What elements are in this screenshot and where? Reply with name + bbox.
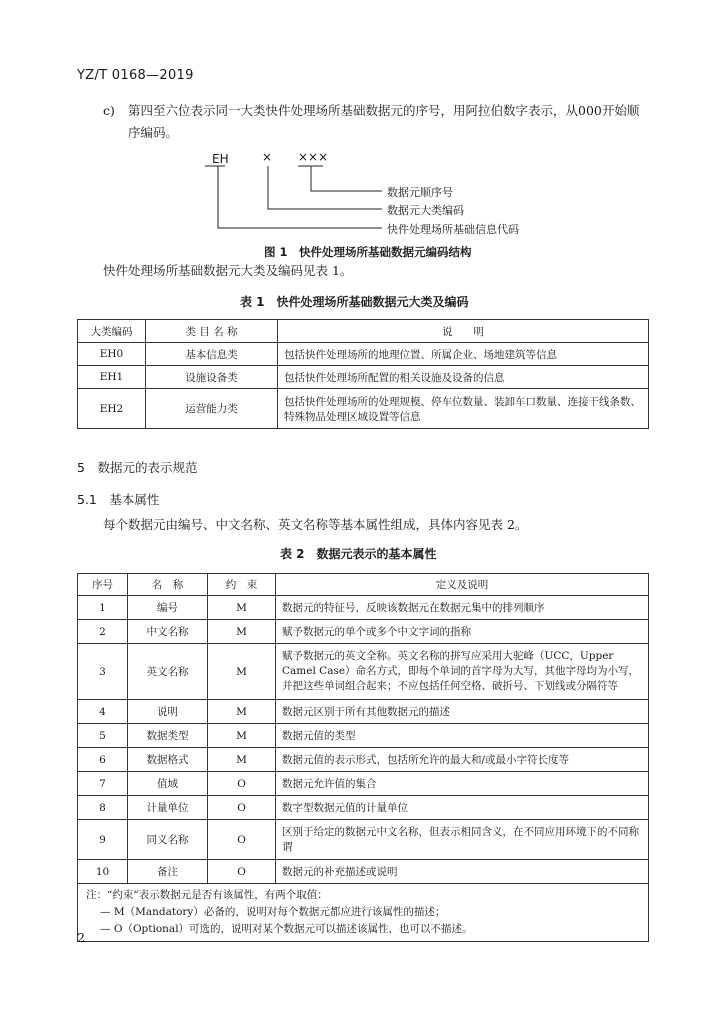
list-item-continuation: 序编码。: [128, 125, 179, 140]
table2-cell: M: [208, 644, 276, 700]
table2-cell: 数据类型: [128, 724, 208, 748]
table2-cell: 数据格式: [128, 748, 208, 772]
table2: [77, 573, 649, 942]
section-heading-5-1: 5.1 基本属性: [77, 492, 160, 507]
code-part-eh: EH: [212, 152, 229, 166]
table1-cell: 包括快件处理场所配置的相关设施及设备的信息: [278, 366, 649, 389]
table1-caption: 表 1 快件处理场所基础数据元大类及编码: [240, 295, 469, 309]
table-note-line: 注：“约束”表示数据元是否有该属性，有两个取值：: [86, 889, 328, 901]
section-5-1-paragraph: 每个数据元由编号、中文名称、英文名称等基本属性组成，具体内容见表 2。: [103, 517, 528, 532]
table1-cell: 运营能力类: [146, 389, 278, 429]
table2-cell: 8: [78, 796, 128, 820]
table2-cell: 数据元值的表示形式，包括所允许的最大和/或最小字符长度等: [276, 748, 649, 772]
table-row: [78, 724, 649, 748]
table2-cell: 备注: [128, 860, 208, 884]
table1-cell: 基本信息类: [146, 343, 278, 366]
table2-cell: O: [208, 796, 276, 820]
table2-cell: 中文名称: [128, 620, 208, 644]
table1-cell: EH2: [78, 389, 146, 429]
table2-header-name: 名 称: [128, 574, 208, 596]
table2-cell: 7: [78, 772, 128, 796]
table2-cell: 计量单位: [128, 796, 208, 820]
table1-cell: EH0: [78, 343, 146, 366]
table2-cell: O: [208, 860, 276, 884]
table2-cell: M: [208, 620, 276, 644]
table1-cell: 包括快件处理场所的地理位置、所属企业、场地建筑等信息: [278, 343, 649, 366]
table-row: [78, 389, 649, 429]
code-part-category: ×: [262, 150, 273, 164]
code-part-sequence: ×××: [298, 150, 329, 164]
diagram-label-category: 数据元大类编码: [387, 204, 464, 217]
table2-cell: 2: [78, 620, 128, 644]
table2-cell: 编号: [128, 596, 208, 620]
table-row: [78, 596, 649, 620]
list-marker: c): [103, 103, 115, 118]
table-row: [78, 620, 649, 644]
table-row: [78, 343, 649, 366]
table2-cell: 区别于给定的数据元中文名称，但表示相同含义，在不同应用环境下的不同称谓: [276, 820, 649, 860]
table-note-row: [78, 884, 649, 942]
table2-cell: 赋予数据元的单个或多个中文字词的指称: [276, 620, 649, 644]
table2-cell: 10: [78, 860, 128, 884]
table2-cell: 9: [78, 820, 128, 860]
diagram-label-site-code: 快件处理场所基础信息代码: [387, 223, 519, 236]
document-code: YZ/T 0168—2019: [77, 68, 194, 83]
table1-header-desc: 说 明: [278, 320, 649, 343]
list-item-text: 第四至六位表示同一大类快件处理场所基础数据元的序号，用阿拉伯数字表示，从000开始顺: [128, 103, 640, 118]
table-row: [78, 366, 649, 389]
table2-cell: 数据元值的类型: [276, 724, 649, 748]
table2-cell: 数字型数据元值的计量单位: [276, 796, 649, 820]
table1-cell: 包括快件处理场所的处理规模、停车位数量、装卸车口数量、连接干线条数、特殊物品处理区域设置等信息: [278, 389, 649, 429]
table2-cell: 英文名称: [128, 644, 208, 700]
section-heading-5: 5 数据元的表示规范: [77, 460, 198, 475]
table2-cell: M: [208, 596, 276, 620]
table1-header-name: 类 目 名 称: [146, 320, 278, 343]
table2-cell: 5: [78, 724, 128, 748]
table-row: [78, 700, 649, 724]
table2-cell: O: [208, 772, 276, 796]
table2-cell: 值域: [128, 772, 208, 796]
table1-reference: 快件处理场所基础数据元大类及编码见表 1。: [103, 263, 353, 278]
table2-cell: 1: [78, 596, 128, 620]
code-structure-diagram: [0, 0, 724, 260]
table-row: [78, 644, 649, 700]
table2-cell: M: [208, 700, 276, 724]
table2-cell: 4: [78, 700, 128, 724]
table2-cell: O: [208, 820, 276, 860]
figure-caption: 图 1 快件处理场所基础数据元编码结构: [264, 245, 472, 259]
table2-cell: 数据元区别于所有其他数据元的描述: [276, 700, 649, 724]
table2-caption: 表 2 数据元表示的基本属性: [280, 547, 437, 561]
table2-cell: 数据元允许值的集合: [276, 772, 649, 796]
table1: [77, 319, 649, 429]
table-row: [78, 772, 649, 796]
table2-cell: M: [208, 748, 276, 772]
table2-cell: 赋予数据元的英文全称。英文名称的拼写应采用大驼峰（UCC，Upper Camel Case）命名方式，即每个单词的首字母为大写，其他字母均为小写，并把这些单词组合起来；不应包括任何空格、破折号、下划线或分隔符等: [276, 644, 649, 700]
table2-cell: M: [208, 724, 276, 748]
table2-cell: 数据元的特征号，反映该数据元在数据元集中的排列顺序: [276, 596, 649, 620]
page-number: 2: [77, 930, 85, 945]
diagram-label-sequence: 数据元顺序号: [387, 186, 453, 199]
table2-cell: 6: [78, 748, 128, 772]
table2-cell: 3: [78, 644, 128, 700]
table2-cell: 说明: [128, 700, 208, 724]
table-row: [78, 860, 649, 884]
table1-cell: EH1: [78, 366, 146, 389]
table-note-line: — O（Optional）可选的，说明对某个数据元可以描述该属性，也可以不描述。: [100, 923, 473, 935]
table2-header-definition: 定义及说明: [276, 574, 649, 596]
table-row: [78, 820, 649, 860]
table1-header-code: 大类编码: [78, 320, 146, 343]
table-row: [78, 748, 649, 772]
table-note-line: — M（Mandatory）必备的，说明对每个数据元都应进行该属性的描述；: [100, 906, 446, 918]
table2-cell: 数据元的补充描述或说明: [276, 860, 649, 884]
table2-header-constraint: 约 束: [208, 574, 276, 596]
table2-cell: 同义名称: [128, 820, 208, 860]
table-row: [78, 796, 649, 820]
table1-cell: 设施设备类: [146, 366, 278, 389]
table2-header-index: 序号: [78, 574, 128, 596]
